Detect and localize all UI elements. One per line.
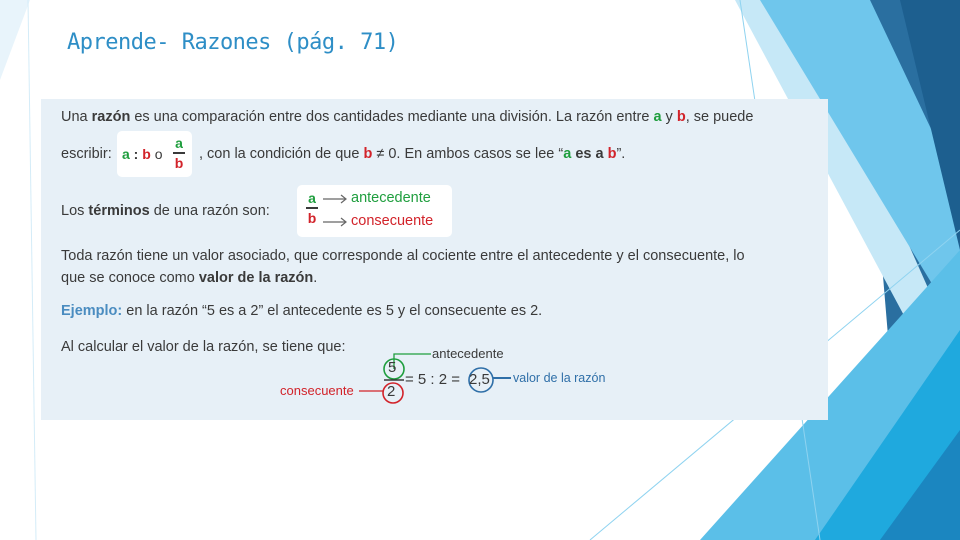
definition-line-2-end: , con la condición de que b ≠ 0. En ambos casos se lee “a es a b”. — [199, 146, 626, 162]
label-antecedente: antecedente — [432, 346, 504, 361]
notation-colon: a : b o — [122, 146, 163, 162]
value-paragraph-line-2: que se conoce como valor de la razón. — [61, 270, 318, 286]
slide-title: Aprende- Razones (pág. 71) — [67, 30, 399, 55]
label-consecuente: consecuente — [280, 383, 354, 398]
example-numerator: 5 — [388, 359, 397, 376]
definition-line-2-start: escribir: — [61, 146, 112, 162]
content-card — [41, 99, 828, 420]
calculation-intro: Al calcular el valor de la razón, se tiene que: — [61, 339, 346, 355]
definition-line-1: Una razón es una comparación entre dos cantidades mediante una división. La razón entre a y b, se puede — [61, 109, 754, 125]
example-result: 2,5 — [469, 371, 490, 388]
example-denominator: 2 — [387, 383, 396, 400]
value-paragraph-line-1: Toda razón tiene un valor asociado, que corresponde al cociente entre el antecedente y el consecuente, lo — [61, 248, 745, 264]
terms-fraction: a b — [307, 190, 317, 226]
example-line: Ejemplo: en la razón “5 es a 2” el antecedente es 5 y el consecuente es 2. — [61, 303, 543, 319]
deco-left-line — [28, 0, 36, 540]
example-label: Ejemplo: — [61, 303, 123, 319]
example-equation: = 5 : 2 = — [405, 371, 461, 388]
deco-left-corner — [0, 0, 30, 80]
terms-line: Los términos de una razón son: — [61, 203, 270, 219]
notation-fraction: a b — [174, 135, 184, 171]
label-valor: valor de la razón — [513, 371, 606, 385]
term-consecuente: consecuente — [351, 213, 434, 229]
term-antecedente: antecedente — [351, 190, 431, 206]
keyword-razon: razón — [91, 109, 131, 125]
